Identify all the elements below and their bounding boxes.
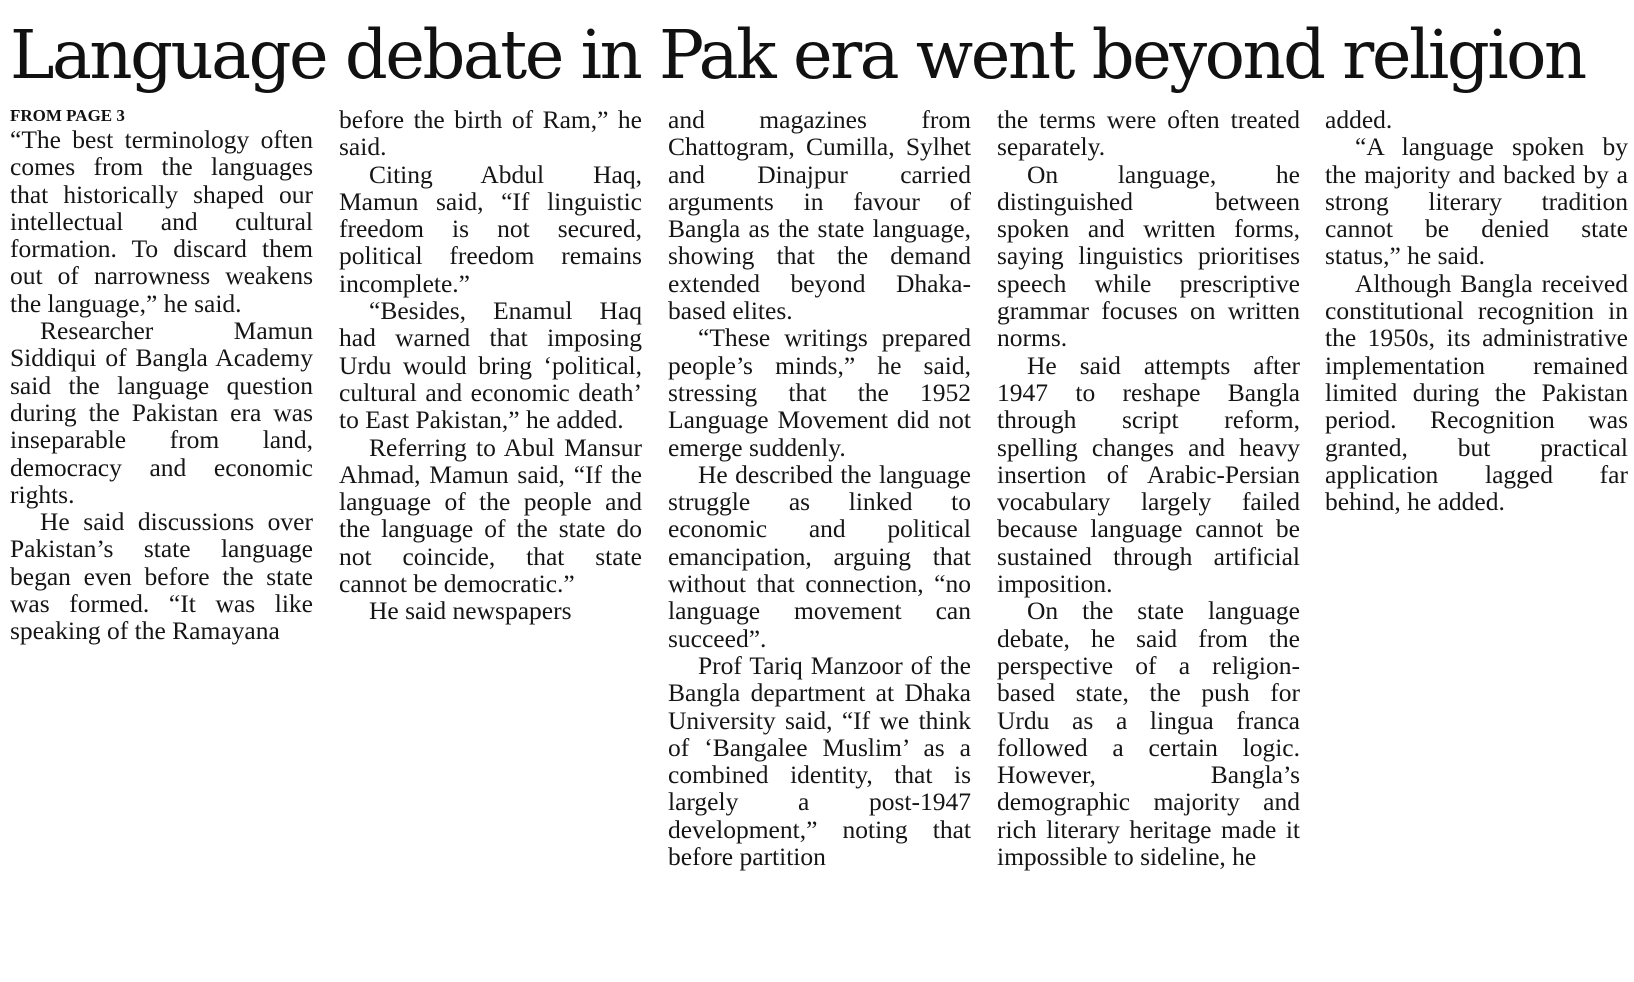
paragraph: added.: [1325, 105, 1393, 134]
article-body: [10, 106, 1626, 966]
column-2: [339, 106, 642, 625]
column-1: [10, 106, 313, 645]
paragraph: “The best terminology often comes from the languages that historically shaped our intellectual and cultural formation. To discard them out of narrowness weakens the language,” he said.: [10, 125, 313, 318]
column-3: [668, 106, 971, 870]
paragraph: He described the language struggle as linked to economic and political emancipation, arguing that without that connection, “no language movement can succeed”.: [668, 459, 971, 653]
paragraph: On language, he distinguished between spoken and written forms, saying linguistics prioritises speech while prescriptive grammar focuses on written norms.: [997, 159, 1300, 353]
headline: Language debate in Pak era went beyond religion: [10, 16, 1585, 94]
paragraph: Although Bangla received constitutional recognition in the 1950s, its administrative implementation remained limited during the Pakistan period. Recognition was granted, but practical application lagged far behind, he added.: [1325, 268, 1628, 517]
paragraph: the terms were often treated separately.: [997, 105, 1300, 162]
paragraph: “A language spoken by the majority and backed by a strong literary tradition cannot be denied state status,” he said.: [1325, 132, 1628, 271]
continuation-kicker: FROM PAGE 3: [10, 106, 125, 125]
paragraph: Referring to Abul Mansur Ahmad, Mamun said, “If the language of the people and the language of the state do not coincide, that state cannot be democratic.”: [339, 432, 642, 599]
paragraph: Researcher Mamun Siddiqui of Bangla Academy said the language question during the Pakistan era was inseparable from land, democracy and economic rights.: [10, 316, 313, 509]
paragraph: and magazines from Chattogram, Cumilla, Sylhet and Dinajpur carried arguments in favour of Bangla as the state language, showing that the demand extended beyond Dhaka-based elites.: [668, 105, 971, 326]
paragraph: “Besides, Enamul Haq had warned that imposing Urdu would bring ‘political, cultural and economic death’ to East Pakistan,” he added.: [339, 296, 642, 435]
column-5: [1325, 106, 1628, 515]
paragraph: Citing Abdul Haq, Mamun said, “If linguistic freedom is not secured, political freedom remains incomplete.”: [339, 159, 642, 298]
column-4: [997, 106, 1300, 870]
paragraph: Prof Tariq Manzoor of the Bangla department at Dhaka University said, “If we think of ‘Bangalee Muslim’ as a combined identity, that is largely a post-1947 development,” noting that before partition: [668, 650, 971, 872]
paragraph: “These writings prepared people’s minds,” he said, stressing that the 1952 Language Movement did not emerge suddenly.: [668, 323, 971, 462]
paragraph: before the birth of Ram,” he said.: [339, 105, 642, 162]
paragraph: He said attempts after 1947 to reshape Bangla through script reform, spelling changes and heavy insertion of Arabic-Persian vocabulary largely failed because language cannot be sustained through artificial imposition.: [997, 350, 1300, 599]
paragraph: On the state language debate, he said from the perspective of a religion-based state, the push for Urdu as a lingua franca followed a certain logic. However, Bangla’s demographic majority and rich literary heritage made it impossible to sideline, he: [997, 596, 1300, 872]
paragraph: He said newspapers: [369, 596, 572, 626]
paragraph: He said discussions over Pakistan’s state language began even before the state was formed. “It was like speaking of the Ramayana: [10, 507, 313, 646]
